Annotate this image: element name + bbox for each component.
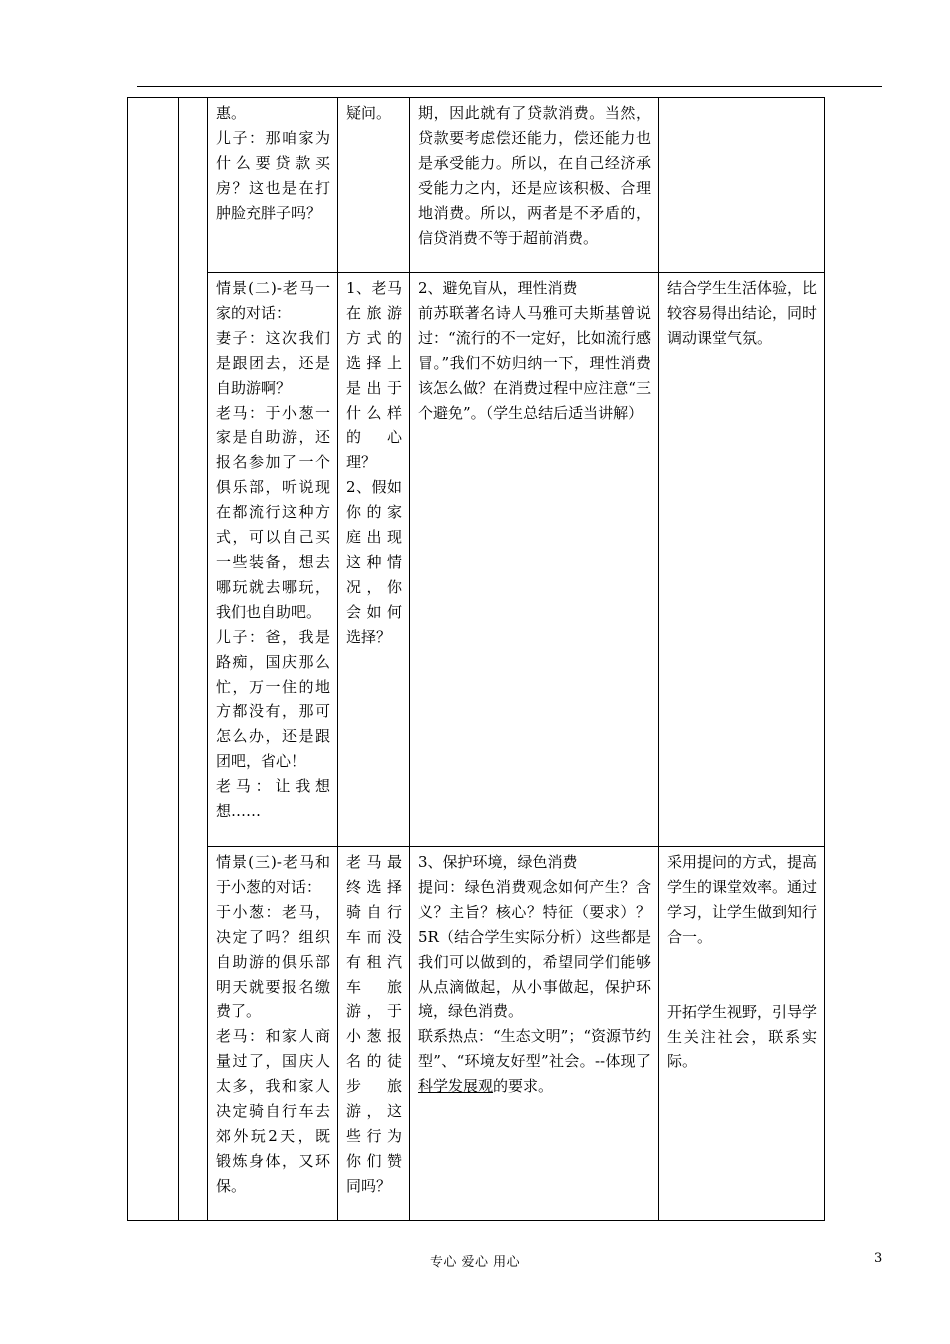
page-number: 3: [874, 1251, 883, 1266]
content-line: 2、避免盲从，理性消费: [418, 279, 578, 297]
scene-line: 妻子：这次我们是跟团去，还是自助游啊？: [216, 328, 330, 397]
header-rule: [137, 86, 882, 87]
scene-cell: [208, 98, 338, 273]
content-cell: [410, 273, 659, 847]
spacer: [667, 950, 817, 1000]
scene-cell: [208, 847, 338, 1221]
content-cell: [410, 847, 659, 1221]
scene-line: 老马：让我想想……: [216, 777, 330, 821]
intent-cell: [659, 847, 825, 1221]
lesson-plan-table: [127, 97, 825, 1221]
table-row: [128, 273, 825, 847]
intent-cell: [659, 273, 825, 847]
page-footer: 专心 爱心 用心: [429, 1255, 521, 1270]
blank-column-1: [128, 98, 179, 1221]
hotspot-text-before: 联系热点：“生态文明”；“资源节约型”、“环境友好型”社会。--体现了: [418, 1027, 652, 1071]
question-cell: [338, 98, 410, 273]
question-line: 疑问。: [346, 104, 392, 122]
question-line: 2、假如你的家庭出现这种情况，你会如何选择？: [346, 478, 402, 646]
scene-cell: [208, 273, 338, 847]
content-hotspot-line: [418, 1024, 651, 1099]
question-cell: [338, 273, 410, 847]
content-cell: [410, 98, 659, 273]
content-line: 前苏联著名诗人马雅可夫斯基曾说过：“流行的不一定好，比如流行感冒。”我们不妨归纳一下，理性消费该怎么做？在消费过程中应注意“三个避免”。（学生总结后适当讲解）: [418, 303, 651, 422]
underlined-term: 科学发展观: [418, 1077, 494, 1096]
intent-line: 采用提问的方式，提高学生的课堂效率。通过学习，让学生做到知行合一。: [667, 853, 818, 946]
question-line: 老马最终选择骑自行车而没有租汽车旅游，于小葱报名的徒步旅游，这些行为你们赞同吗？: [346, 853, 402, 1195]
scene-line: 情景(三)-老马和于小葱的对话：: [216, 853, 330, 896]
table-row: [128, 847, 825, 1221]
intent-line: 开拓学生视野，引导学生关注社会，联系实际。: [667, 1002, 818, 1071]
intent-cell: [659, 98, 825, 273]
scene-line: 老马：于小葱一家是自助游，还报名参加了一个俱乐部，听说现在都流行这种方式，可以自己买一些装备，想去哪玩就去哪玩，我们也自助吧。: [216, 403, 330, 621]
question-cell: [338, 847, 410, 1221]
content-line: 3、保护环境，绿色消费: [418, 853, 578, 871]
scene-line: 老马：和家人商量过了，国庆人太多，我和家人决定骑自行车去郊外玩2天，既锻炼身体，又环保。: [216, 1027, 330, 1195]
content-line: 提问：绿色消费观念如何产生？含义？主旨？核心？特征（要求）？5R（结合学生实际分析）这些都是我们可以做到的，希望同学们能够从点滴做起，从小事做起，保护环境，绿色消费。: [418, 877, 651, 1021]
table-row: [128, 98, 825, 273]
scene-line: 儿子：爸，我是路痴，国庆那么忙，万一住的地方都没有，那可怎么办，还是跟团吧，省心！: [216, 627, 330, 771]
content-line: 期，因此就有了贷款消费。当然，贷款要考虑偿还能力，偿还能力也是承受能力。所以，在自己经济承受能力之内，还是应该积极、合理地消费。所以，两者是不矛盾的，信贷消费不等于超前消费。: [418, 104, 651, 247]
scene-line: 情景(二)-老马一家的对话：: [216, 279, 330, 322]
scene-line: 惠。: [216, 104, 247, 122]
scene-line: 儿子：那咱家为什么要贷款买房？这也是在打肿脸充胖子吗？: [216, 128, 330, 222]
hotspot-text-after: 的要求。: [493, 1077, 554, 1096]
blank-column-2: [179, 98, 208, 1221]
intent-line: 结合学生生活体验，比较容易得出结论，同时调动课堂气氛。: [667, 279, 818, 347]
scene-line: 于小葱：老马，决定了吗？组织自助游的俱乐部明天就要报名缴费了。: [216, 902, 330, 1021]
question-line: 1、老马在旅游方式的选择上是出于什么样的心理？: [346, 279, 402, 472]
